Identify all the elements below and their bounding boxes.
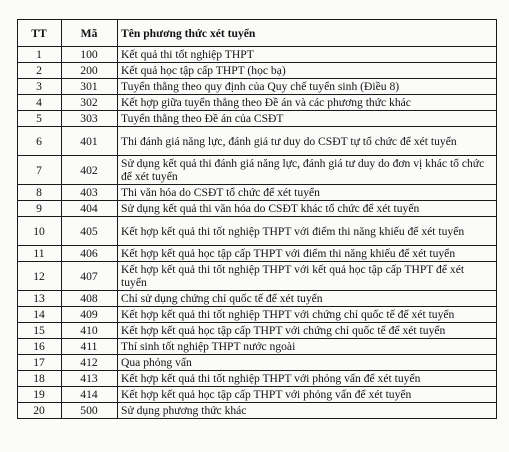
cell-method-name: Kết hợp kết quả thi tốt nghiệp THPT với chứng chỉ quốc tế để xét tuyển xyxy=(118,307,497,323)
cell-ma: 414 xyxy=(62,387,118,403)
cell-method-name: Kết hợp kết quả thi tốt nghiệp THPT với phỏng vấn để xét tuyển xyxy=(118,371,497,387)
cell-ma: 301 xyxy=(62,79,118,95)
table-row xyxy=(18,127,497,156)
cell-tt: 12 xyxy=(18,262,62,291)
admission-methods-table xyxy=(17,19,497,419)
table-row xyxy=(18,355,497,371)
cell-method-name: Kết hợp kết quả thi tốt nghiệp THPT với điểm thi năng khiếu để xét tuyển xyxy=(118,217,497,246)
cell-ma: 411 xyxy=(62,339,118,355)
cell-ma: 413 xyxy=(62,371,118,387)
cell-tt: 8 xyxy=(18,185,62,201)
cell-method-name: Thí sinh tốt nghiệp THPT nước ngoài xyxy=(118,339,497,355)
cell-tt: 1 xyxy=(18,47,62,63)
table-row xyxy=(18,246,497,262)
table-row xyxy=(18,217,497,246)
cell-ma: 100 xyxy=(62,47,118,63)
cell-ma: 412 xyxy=(62,355,118,371)
table-row xyxy=(18,371,497,387)
cell-tt: 7 xyxy=(18,156,62,185)
cell-method-name: Tuyển thẳng theo quy định của Quy chế tuyển sinh (Điều 8) xyxy=(118,79,497,95)
table-row xyxy=(18,185,497,201)
table-row xyxy=(18,47,497,63)
cell-method-name: Thi đánh giá năng lực, đánh giá tư duy do CSĐT tự tổ chức để xét tuyển xyxy=(118,127,497,156)
cell-tt: 11 xyxy=(18,246,62,262)
table-row xyxy=(18,307,497,323)
cell-method-name: Kết quả thi tốt nghiệp THPT xyxy=(118,47,497,63)
cell-ma: 302 xyxy=(62,95,118,111)
cell-tt: 9 xyxy=(18,201,62,217)
cell-method-name: Tuyển thẳng theo Đề án của CSĐT xyxy=(118,111,497,127)
cell-ma: 200 xyxy=(62,63,118,79)
cell-tt: 20 xyxy=(18,403,62,419)
cell-method-name: Kết hợp kết quả học tập cấp THPT với chứng chỉ quốc tế để xét tuyển xyxy=(118,323,497,339)
table-row xyxy=(18,323,497,339)
cell-ma: 410 xyxy=(62,323,118,339)
table-row xyxy=(18,63,497,79)
table-row xyxy=(18,201,497,217)
cell-tt: 4 xyxy=(18,95,62,111)
cell-method-name: Chỉ sử dụng chứng chỉ quốc tế để xét tuyển xyxy=(118,291,497,307)
cell-ma: 405 xyxy=(62,217,118,246)
cell-method-name: Kết hợp kết quả học tập cấp THPT với phỏng vấn để xét tuyển xyxy=(118,387,497,403)
cell-ma: 402 xyxy=(62,156,118,185)
cell-tt: 18 xyxy=(18,371,62,387)
cell-method-name: Thi văn hóa do CSĐT tổ chức để xét tuyển xyxy=(118,185,497,201)
cell-method-name: Sử dụng kết quả thi đánh giá năng lực, đánh giá tư duy do đơn vị khác tổ chức để xét tuyển xyxy=(118,156,497,185)
table-row xyxy=(18,79,497,95)
table-header-row xyxy=(18,20,497,47)
cell-method-name: Qua phỏng vấn xyxy=(118,355,497,371)
cell-tt: 2 xyxy=(18,63,62,79)
cell-method-name: Sử dụng kết quả thi văn hóa do CSĐT khác tổ chức để xét tuyển xyxy=(118,201,497,217)
header-ma: Mã xyxy=(62,20,118,47)
cell-method-name: Kết hợp kết quả học tập cấp THPT với điểm thi năng khiếu để xét tuyển xyxy=(118,246,497,262)
table-row xyxy=(18,111,497,127)
table-row xyxy=(18,95,497,111)
table-row xyxy=(18,262,497,291)
cell-tt: 6 xyxy=(18,127,62,156)
cell-tt: 10 xyxy=(18,217,62,246)
table-row xyxy=(18,156,497,185)
cell-ma: 409 xyxy=(62,307,118,323)
cell-tt: 15 xyxy=(18,323,62,339)
cell-ma: 401 xyxy=(62,127,118,156)
table-row xyxy=(18,339,497,355)
cell-tt: 16 xyxy=(18,339,62,355)
cell-ma: 407 xyxy=(62,262,118,291)
cell-ma: 500 xyxy=(62,403,118,419)
header-method-name: Tên phương thức xét tuyển xyxy=(118,20,497,47)
cell-ma: 403 xyxy=(62,185,118,201)
cell-method-name: Sử dụng phương thức khác xyxy=(118,403,497,419)
cell-ma: 406 xyxy=(62,246,118,262)
cell-ma: 404 xyxy=(62,201,118,217)
cell-method-name: Kết hợp kết quả thi tốt nghiệp THPT với kết quả học tập cấp THPT để xét tuyển xyxy=(118,262,497,291)
cell-method-name: Kết hợp giữa tuyển thẳng theo Đề án và các phương thức khác xyxy=(118,95,497,111)
cell-tt: 5 xyxy=(18,111,62,127)
cell-tt: 3 xyxy=(18,79,62,95)
table-row xyxy=(18,387,497,403)
cell-ma: 303 xyxy=(62,111,118,127)
table-row xyxy=(18,403,497,419)
cell-tt: 19 xyxy=(18,387,62,403)
table-row xyxy=(18,291,497,307)
cell-ma: 408 xyxy=(62,291,118,307)
cell-tt: 14 xyxy=(18,307,62,323)
cell-tt: 13 xyxy=(18,291,62,307)
cell-tt: 17 xyxy=(18,355,62,371)
cell-method-name: Kết quả học tập cấp THPT (học bạ) xyxy=(118,63,497,79)
header-tt: TT xyxy=(18,20,62,47)
